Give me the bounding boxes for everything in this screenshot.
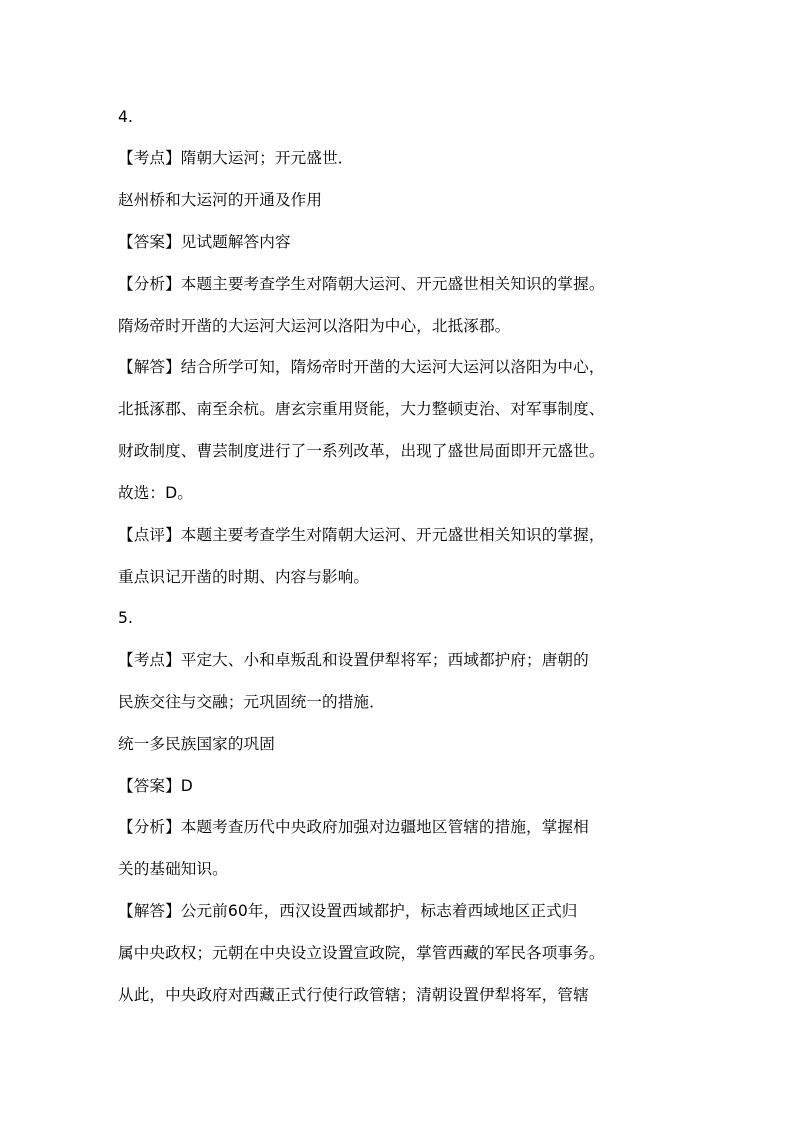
q5-solution-line-2: 属中央政权；元朝在中央设立设置宣政院，掌管西藏的军民各项事务。 [118, 944, 605, 962]
q5-topic: 统一多民族国家的巩固 [118, 735, 275, 753]
q5-solution-line-1: 【解答】公元前60年，西汉设置西域都护，标志着西域地区正式归 [118, 902, 578, 920]
q4-solution-line-3: 财政制度、曹芸制度进行了一系列改革，出现了盛世局面即开元盛世。 [118, 442, 605, 460]
q5-analysis-line-2: 关的基础知识。 [118, 860, 228, 878]
q4-exam-point: 【考点】隋朝大运河；开元盛世． [118, 149, 354, 167]
q4-comment-line-1: 【点评】本题主要考查学生对隋朝大运河、开元盛世相关知识的掌握， [118, 526, 605, 544]
q4-analysis-line-1: 【分析】本题主要考查学生对隋朝大运河、开元盛世相关知识的掌握。 [118, 275, 605, 293]
q4-solution-line-2: 北抵涿郡、南至余杭。唐玄宗重用贤能，大力整顿吏治、对军事制度、 [118, 400, 605, 418]
question-number-4: 4. [118, 108, 134, 126]
q5-answer: 【答案】D [118, 777, 193, 795]
q4-analysis-line-2: 隋炀帝时开凿的大运河大运河以洛阳为中心，北抵涿郡。 [118, 317, 511, 335]
question-number-5: 5. [118, 609, 134, 627]
q4-choice: 故选：D。 [118, 484, 193, 502]
q4-comment-line-2: 重点识记开凿的时期、内容与影响。 [118, 568, 370, 586]
q4-answer: 【答案】见试题解答内容 [118, 233, 291, 251]
q5-exam-point-line-2: 民族交往与交融；元巩固统一的措施． [118, 693, 385, 711]
q5-exam-point-line-1: 【考点】平定大、小和卓叛乱和设置伊犁将军；西域都护府；唐朝的 [118, 651, 589, 669]
q4-topic: 赵州桥和大运河的开通及作用 [118, 191, 323, 209]
q4-solution-line-1: 【解答】结合所学可知，隋炀帝时开凿的大运河大运河以洛阳为中心， [118, 358, 605, 376]
q5-analysis-line-1: 【分析】本题考查历代中央政府加强对边疆地区管辖的措施，掌握相 [118, 818, 589, 836]
q5-solution-line-3: 从此，中央政府对西藏正式行使行政管辖；清朝设置伊犁将军，管辖 [118, 986, 589, 1004]
